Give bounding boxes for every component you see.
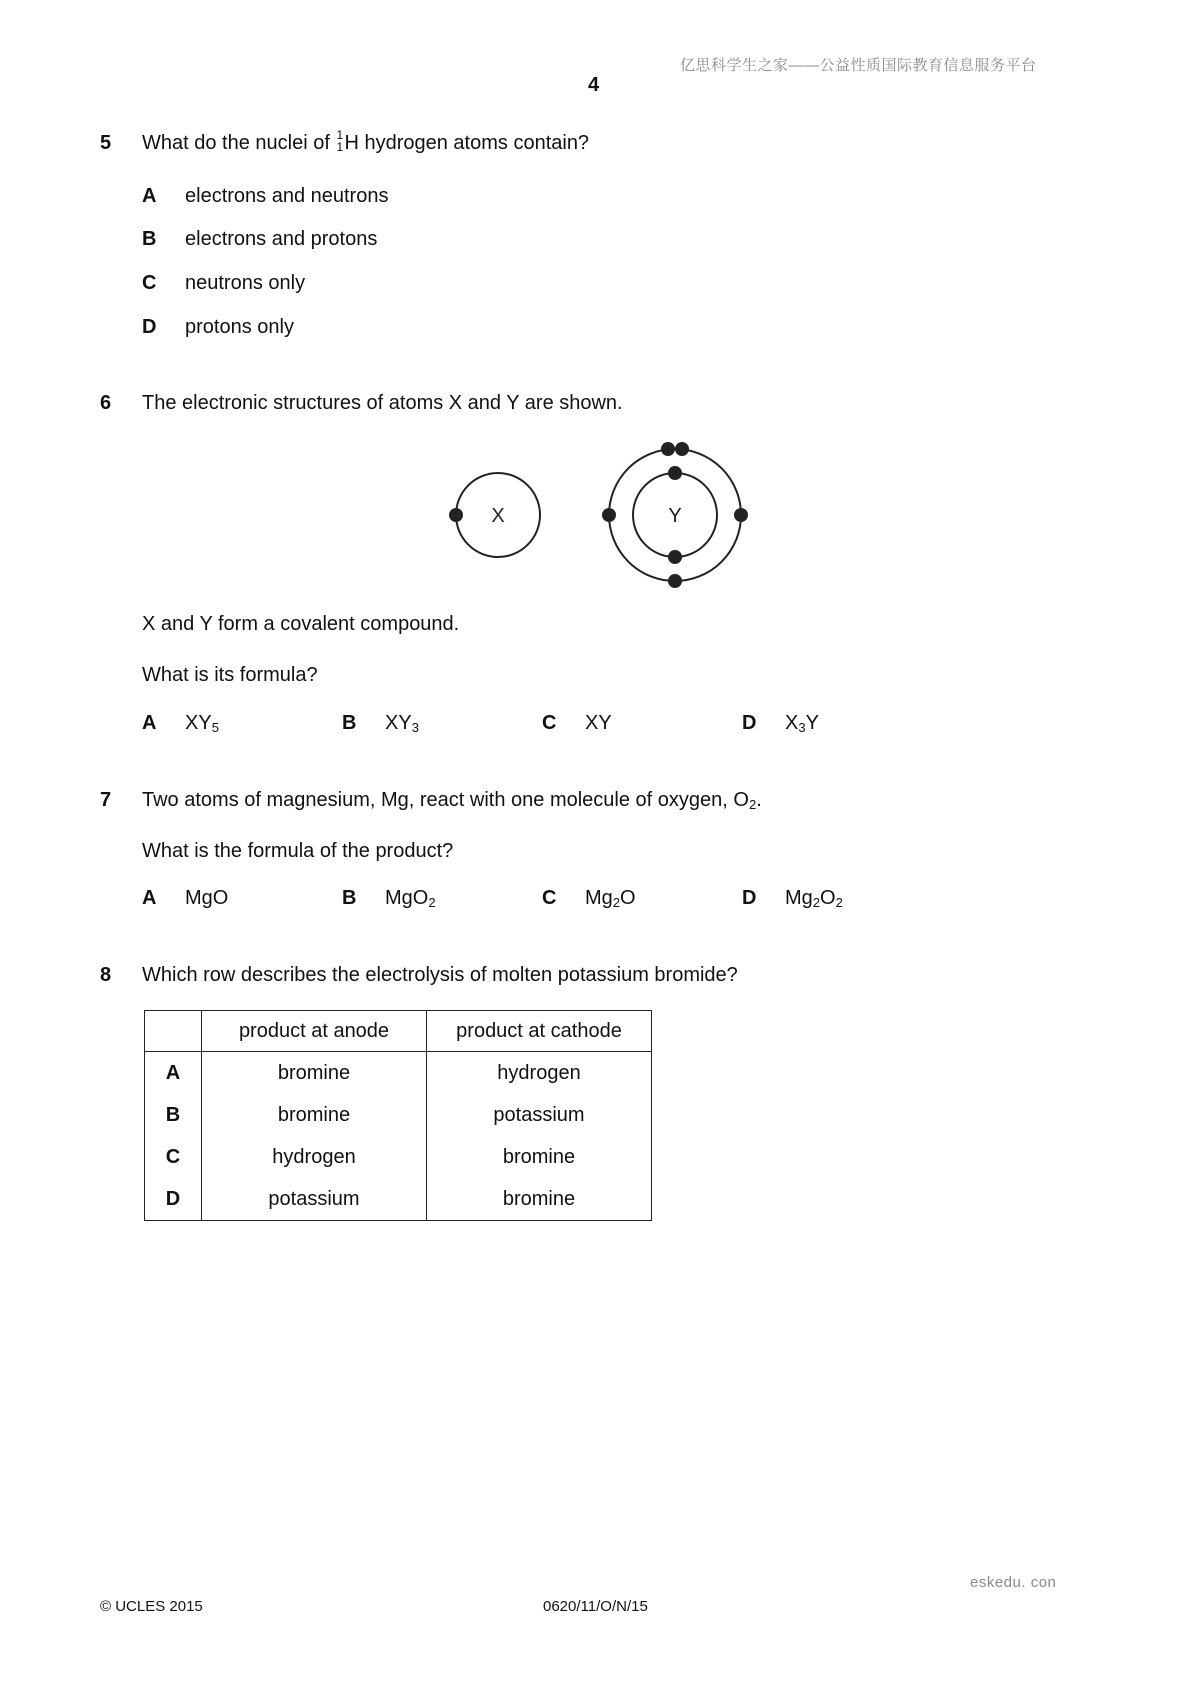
row-anode: bromine (202, 1052, 427, 1095)
question-8-number: 8 (100, 964, 112, 986)
table-row (145, 1178, 652, 1221)
row-anode: potassium (202, 1178, 427, 1221)
atom-y-outer-electron (661, 442, 675, 456)
atom-y-outer-electron (602, 508, 616, 522)
question-5-text-before: What do the nuclei of (142, 132, 330, 154)
q5-option-c-text: neutrons only (185, 272, 306, 294)
electrolysis-table (144, 1010, 652, 1221)
table-row (145, 1052, 652, 1095)
footer-watermark: eskedu. con (970, 1574, 1057, 1591)
table-header-row (145, 1011, 652, 1052)
nuclide-symbol: H (344, 132, 359, 154)
row-letter: C (145, 1136, 202, 1178)
footer-copyright: © UCLES 2015 (100, 1598, 203, 1615)
q6-option-c-formula: XY (585, 712, 612, 734)
q7-option-b-letter: B (342, 887, 357, 909)
question-6-question: What is its formula? (142, 664, 318, 686)
table-header-cathode: product at cathode (427, 1011, 652, 1052)
nuclide-atomic-number: 1 (336, 140, 344, 154)
question-5-text-after: hydrogen atoms contain? (364, 132, 590, 154)
row-cathode: potassium (427, 1094, 652, 1136)
atom-y (602, 442, 748, 588)
atom-y-outer-electron (675, 442, 689, 456)
row-letter: A (145, 1052, 202, 1095)
atom-y-inner-electron (668, 550, 682, 564)
header-watermark: 亿思科学生之家——公益性质国际教育信息服务平台 (680, 57, 1037, 74)
q7-option-b-formula: MgO$_2$ (385, 887, 436, 910)
atom-y-outer-electron (668, 574, 682, 588)
row-anode: bromine (202, 1094, 427, 1136)
q6-option-a-formula: $XY_5$ (185, 712, 219, 735)
q7-option-c-formula: $Mg_2O$ (585, 887, 636, 910)
atom-x-label: X (491, 505, 505, 527)
hydrogen-nuclide-notation (335, 128, 344, 154)
q6-option-b-letter: B (342, 712, 357, 734)
q7-option-d-letter: D (742, 887, 757, 909)
q5-option-a-letter: A (142, 185, 157, 207)
page-number: 4 (588, 74, 600, 96)
q5-option-b-letter: B (142, 228, 157, 250)
row-letter: D (145, 1178, 202, 1221)
q7-option-c-letter: C (542, 887, 557, 909)
footer-paper-code: 0620/11/O/N/15 (543, 1598, 648, 1615)
q6-option-b-formula: $XY_3$ (385, 712, 419, 735)
q5-option-c-letter: C (142, 272, 157, 294)
q5-option-d-letter: D (142, 316, 157, 338)
question-8-text: Which row describes the electrolysis of molten potassium bromide? (142, 964, 738, 986)
atom-x (449, 473, 540, 557)
row-letter: B (145, 1094, 202, 1136)
atom-x-electron (449, 508, 463, 522)
question-6-number: 6 (100, 392, 112, 414)
row-cathode: bromine (427, 1136, 652, 1178)
atom-y-outer-electron (734, 508, 748, 522)
q6-option-c-letter: C (542, 712, 557, 734)
q7-option-a-letter: A (142, 887, 157, 909)
atom-y-label: Y (668, 505, 682, 527)
atom-y-inner-electron (668, 466, 682, 480)
question-5-number: 5 (100, 132, 112, 154)
q5-option-b-text: electrons and protons (185, 228, 378, 250)
question-5-text (142, 128, 590, 155)
nuclide-mass-number: 1 (336, 128, 344, 142)
q7-option-a-formula: MgO (185, 887, 229, 909)
question-6-statement: X and Y form a covalent compound. (142, 613, 460, 635)
question-7-question: What is the formula of the product? (142, 840, 454, 862)
question-6-text: The electronic structures of atoms X and Y are shown. (142, 392, 623, 414)
table-row (145, 1094, 652, 1136)
q6-option-a-letter: A (142, 712, 157, 734)
atom-structure-diagram (440, 430, 760, 595)
q5-option-a-text: electrons and neutrons (185, 185, 389, 207)
q6-option-d-letter: D (742, 712, 757, 734)
question-7-number: 7 (100, 789, 112, 811)
question-7-text: Two atoms of magnesium, Mg, react with one molecule of oxygen, $O_2$. (142, 789, 762, 812)
table-header-anode: product at anode (202, 1011, 427, 1052)
q6-option-d-formula: $X_3Y$ (785, 712, 819, 735)
row-anode: hydrogen (202, 1136, 427, 1178)
q5-option-d-text: protons only (185, 316, 294, 338)
table-row (145, 1136, 652, 1178)
row-cathode: hydrogen (427, 1052, 652, 1095)
q7-option-d-formula: $Mg_2O_2$ (785, 887, 843, 910)
table-header-blank (145, 1011, 202, 1052)
row-cathode: bromine (427, 1178, 652, 1221)
